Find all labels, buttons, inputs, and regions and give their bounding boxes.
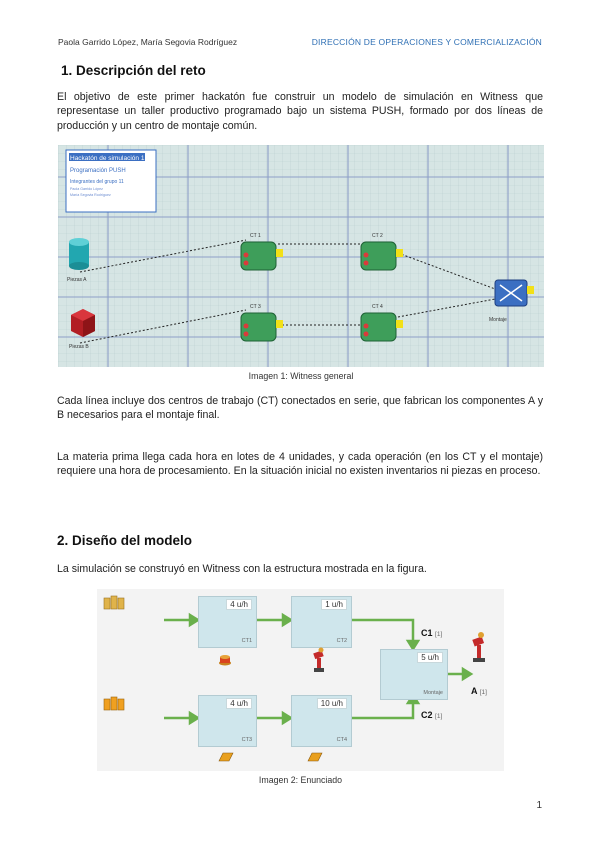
witness-model-figure bbox=[58, 145, 544, 367]
ct3-label: CT3 bbox=[241, 737, 252, 743]
section1-paragraph1: El objetivo de este primer hackatón fue construir un modelo de simulación en Witness que representase un taller productivo programado bajo un sistema PUSH, formado por dos líneas de producción y un centro de montaje común. bbox=[57, 91, 543, 132]
final-robot-icon bbox=[470, 631, 488, 663]
montaje-label: Montaje bbox=[423, 690, 443, 696]
machine-ct2-label: CT 2 bbox=[372, 233, 383, 239]
ct3-rate: 4 u/h bbox=[226, 698, 252, 709]
part-b2-icon bbox=[307, 751, 323, 763]
witness-model-canvas bbox=[58, 145, 544, 367]
source-b-icon bbox=[71, 309, 95, 337]
figure2-caption: Imagen 2: Enunciado bbox=[258, 775, 343, 785]
robot-arm-icon bbox=[311, 647, 327, 673]
ct2-rate: 1 u/h bbox=[321, 599, 347, 610]
section2-paragraph1: La simulación se construyó en Witness con la estructura mostrada en la figura. bbox=[57, 563, 427, 575]
ct1-rate: 4 u/h bbox=[226, 599, 252, 610]
ct1-label: CT1 bbox=[241, 638, 252, 644]
ct2-label: CT2 bbox=[336, 638, 347, 644]
header-authors: Paola Garrido López, María Segovia Rodríguez bbox=[58, 37, 238, 47]
process-diagram bbox=[97, 589, 504, 771]
title-box-line1: Hackatón de simulación 1 bbox=[70, 155, 145, 162]
header-course: DIRECCIÓN DE OPERACIONES Y COMERCIALIZACIÓN bbox=[311, 37, 542, 47]
section1-paragraph3: La materia prima llega cada hora en lotes de 4 unidades, y cada operación (en los CT y el montaje) requiere una hora de procesamiento. En la situación inicial no existen inventarios ni piezas en proceso. bbox=[57, 451, 543, 478]
model-title-box bbox=[66, 150, 156, 212]
process-box-ct1 bbox=[198, 596, 257, 648]
label-c2: C2 [1] bbox=[421, 710, 443, 720]
process-box-ct3 bbox=[198, 695, 257, 747]
page-number: 1 bbox=[536, 800, 542, 811]
machine-ct3-label: CT 3 bbox=[250, 304, 261, 310]
title-box-line2: Programación PUSH bbox=[70, 168, 126, 174]
source-a-icon bbox=[69, 238, 89, 270]
part-a-icon bbox=[218, 652, 232, 666]
machine-ct4-label: CT 4 bbox=[372, 304, 383, 310]
source-b-label: Piezas B bbox=[69, 344, 89, 350]
figure1-caption: Imagen 1: Witness general bbox=[248, 371, 354, 381]
source-a-label: Piezas A bbox=[67, 277, 87, 283]
label-c1: C1 [1] bbox=[421, 628, 443, 638]
process-box-ct2 bbox=[291, 596, 352, 648]
label-a: A [1] bbox=[471, 686, 487, 696]
part-b-icon bbox=[218, 751, 234, 763]
title-box-line5: María Segovia Rodríguez bbox=[70, 193, 111, 197]
ct4-rate: 10 u/h bbox=[317, 698, 347, 709]
raw-material-b-icon bbox=[103, 696, 125, 712]
process-box-ct4 bbox=[291, 695, 352, 747]
section1-title: 1. Descripción del reto bbox=[61, 63, 206, 78]
title-box-line4: Paola Garrido López bbox=[70, 187, 103, 191]
title-box-line3: Integrantes del grupo 11 bbox=[70, 179, 124, 185]
section2-title: 2. Diseño del modelo bbox=[57, 533, 193, 548]
montaje-rate: 5 u/h bbox=[417, 652, 443, 663]
process-box-montaje bbox=[380, 649, 448, 700]
assembly-label: Montaje bbox=[489, 317, 507, 323]
section1-paragraph2: Cada línea incluye dos centros de trabajo (CT) conectados en serie, que fabrican los componentes A y B necesarios para el montaje final. bbox=[57, 395, 543, 422]
ct4-label: CT4 bbox=[336, 737, 347, 743]
machine-ct1-label: CT 1 bbox=[250, 233, 261, 239]
raw-material-a-icon bbox=[103, 595, 125, 611]
